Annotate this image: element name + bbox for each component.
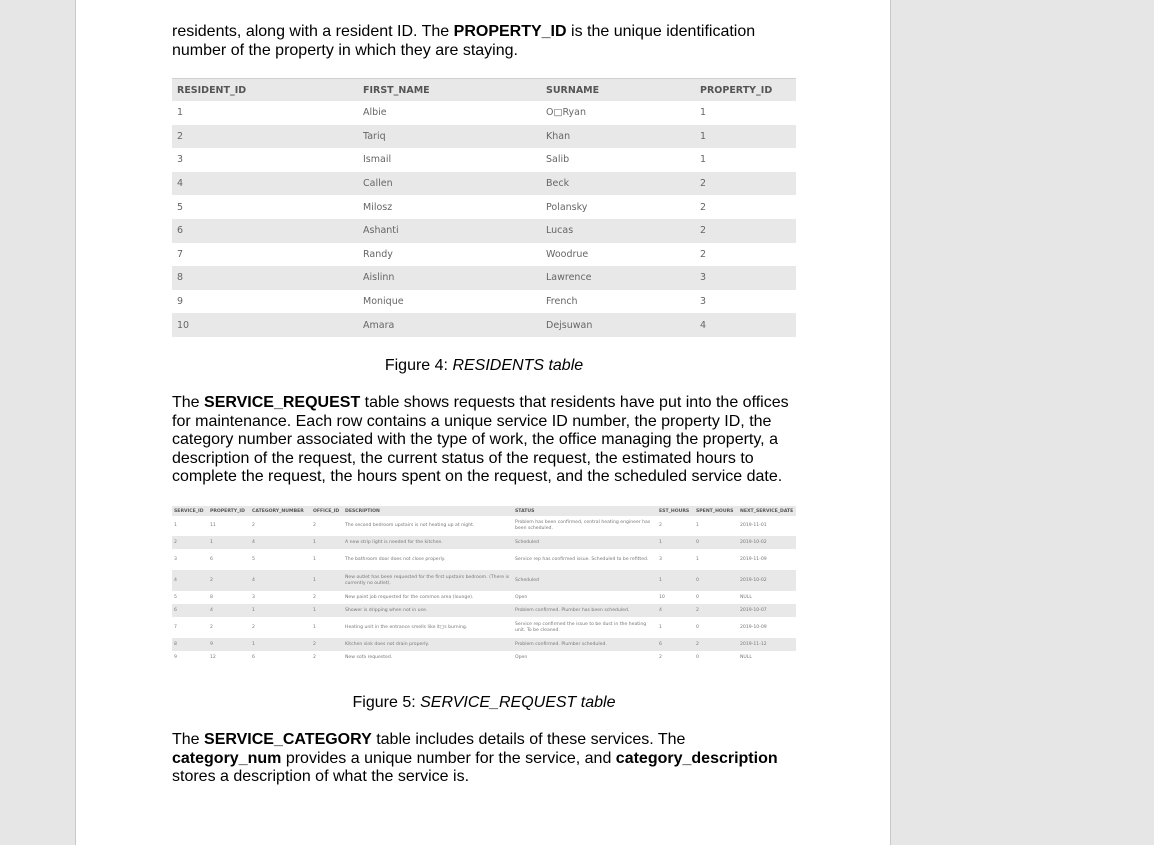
sr-table-header <box>172 506 796 516</box>
service-request-paragraph <box>172 394 796 487</box>
table-cell: 2 <box>695 219 796 243</box>
table-row <box>172 536 796 549</box>
sr-text-2: table shows requests that residents have put into the offices for maintenance. Each row contains a unique service ID number, the property ID, the category number associated with the type of work, the office managing the property, a description of the request, the current status of the request, the estimated hours to complete the request, the hours spent on the request, and the scheduled service date. <box>172 394 789 486</box>
table-cell: 2019-11-01 <box>740 523 767 528</box>
table-cell: 6 <box>252 654 255 660</box>
table-row <box>172 313 796 337</box>
table-cell: O□Ryan <box>546 107 586 119</box>
table-cell: Amara <box>358 313 541 337</box>
service-request-table <box>172 506 796 664</box>
table-cell: 4 <box>657 604 694 617</box>
table-row <box>172 651 796 664</box>
table-cell: Problem confirmed. Plumber scheduled. <box>513 638 657 651</box>
table-cell: Tariq <box>358 125 541 149</box>
table-cell: 12 <box>210 654 216 660</box>
figure-4-label: Figure 4: <box>384 357 453 374</box>
sc-text-3: provides a unique number for the service, and <box>281 749 616 767</box>
table-cell: Lucas <box>541 219 695 243</box>
table-cell: 8 <box>210 594 213 600</box>
table-cell: 3 <box>177 154 184 166</box>
table-cell: 1 <box>695 125 796 149</box>
sr-text-1: The <box>172 394 205 411</box>
table-cell: 1 <box>177 107 184 119</box>
intro-text-1: residents, along with a resident ID. The <box>172 23 454 40</box>
residents-table-header <box>172 79 796 102</box>
table-cell: New paint job requested for the common area (lounge). <box>345 594 474 600</box>
table-cell: 2 <box>694 604 738 617</box>
table-cell: 1 <box>696 523 699 528</box>
table-cell: Open <box>515 654 528 660</box>
table-cell: 6 <box>172 219 358 243</box>
table-cell: Monique <box>363 296 404 308</box>
table-cell: 1 <box>250 604 311 617</box>
table-row <box>172 516 796 536</box>
table-cell: Salib <box>546 154 570 166</box>
table-cell: 1 <box>657 570 694 591</box>
table-cell: 2019-10-07 <box>738 604 796 617</box>
sr-header-cell: NEXT_SERVICE_DATE <box>738 506 796 516</box>
table-cell: 2 <box>210 624 213 630</box>
table-cell: 9 <box>177 296 184 308</box>
table-cell: 5 <box>177 201 184 213</box>
table-cell: 1 <box>311 570 343 591</box>
table-cell: Albie <box>363 107 387 119</box>
table-cell: 1 <box>700 154 707 166</box>
table-row <box>172 604 796 617</box>
table-cell: Shower is dripping when not in use. <box>343 604 513 617</box>
table-cell: 2019-10-02 <box>738 536 796 549</box>
table-cell: 2 <box>252 523 255 528</box>
residents-header-cell: SURNAME <box>541 79 695 102</box>
table-row <box>172 570 796 591</box>
service-request-table-figure <box>172 506 796 664</box>
table-cell: 1 <box>174 523 177 528</box>
table-cell: 2019-10-09 <box>740 624 767 630</box>
table-cell: 2 <box>208 570 250 591</box>
table-cell: 11 <box>210 523 216 528</box>
table-cell: 7 <box>177 248 184 260</box>
table-cell: 4 <box>695 313 796 337</box>
table-row <box>172 638 796 651</box>
sr-header-cell: OFFICE_ID <box>311 506 343 516</box>
table-cell: Beck <box>541 172 695 196</box>
table-cell: Lawrence <box>541 266 695 290</box>
table-row <box>172 125 796 149</box>
sc-bold-category-description: category_description <box>615 749 778 767</box>
table-cell: 2019-10-02 <box>738 570 796 591</box>
table-cell: French <box>546 296 578 308</box>
table-row <box>172 549 796 570</box>
table-cell: 2 <box>172 536 208 549</box>
table-cell: 1 <box>659 624 662 630</box>
table-cell: Dejsuwan <box>541 313 695 337</box>
table-row <box>172 266 796 290</box>
sc-bold-category-num: category_num <box>172 749 282 767</box>
table-cell: 6 <box>210 556 213 562</box>
table-cell: 9 <box>174 654 177 660</box>
sr-header-cell: SPENT_HOURS <box>694 506 738 516</box>
table-cell: 10 <box>659 594 665 600</box>
table-cell: 5 <box>252 556 255 562</box>
table-cell: 2 <box>172 125 358 149</box>
table-cell: 3 <box>659 556 662 562</box>
service-category-paragraph <box>172 731 796 787</box>
table-cell: 4 <box>172 570 208 591</box>
table-cell: 2019-11-12 <box>738 638 796 651</box>
figure-5-caption <box>172 694 796 712</box>
table-cell: 1 <box>700 107 707 119</box>
table-cell: 0 <box>696 654 699 660</box>
document-page <box>75 0 891 845</box>
table-cell: 10 <box>172 313 358 337</box>
table-cell: 4 <box>250 570 311 591</box>
sr-header-cell: PROPERTY_ID <box>208 506 250 516</box>
table-cell: 1 <box>311 604 343 617</box>
table-cell: Problem confirmed. Plumber has been scheduled. <box>513 604 657 617</box>
table-cell: 3 <box>252 594 255 600</box>
intro-paragraph <box>172 23 796 60</box>
table-cell: The second bedroom upstairs is not heating up at night. <box>345 523 475 528</box>
table-cell: Service rep has confirmed issue. Scheduled to be refitted. <box>515 556 649 562</box>
figure-5-title: SERVICE_REQUEST table <box>420 694 616 711</box>
table-cell: Service rep confirmed the issue to be dust in the heating unit. To be cleaned. <box>515 621 647 633</box>
intro-bold-property-id: PROPERTY_ID <box>453 23 567 40</box>
table-cell: Ashanti <box>358 219 541 243</box>
figure-4-title: RESIDENTS table <box>452 357 584 374</box>
table-cell: 0 <box>694 536 738 549</box>
table-cell: Randy <box>363 248 393 260</box>
table-cell: 2 <box>700 201 707 213</box>
table-cell: Milosz <box>363 201 393 213</box>
table-cell: 4 <box>208 604 250 617</box>
table-cell: NULL <box>740 654 752 660</box>
table-row <box>172 101 796 125</box>
table-row <box>172 172 796 196</box>
table-cell: 8 <box>172 638 208 651</box>
table-cell: 0 <box>696 594 699 600</box>
table-cell: New sofa requested. <box>345 654 393 660</box>
sc-text-1: The <box>172 731 205 748</box>
table-cell: Problem has been confirmed, central heating engineer has been scheduled. <box>515 520 651 531</box>
table-row <box>172 290 796 314</box>
table-cell: 4 <box>172 172 358 196</box>
table-cell: 1 <box>313 624 316 630</box>
table-row <box>172 617 796 638</box>
table-cell: 2 <box>695 172 796 196</box>
table-cell: 3 <box>174 556 177 562</box>
table-cell: Kitchen sink does not drain properly. <box>343 638 513 651</box>
table-cell: Scheduled <box>513 570 657 591</box>
table-cell: The bathroom door does not close properly. <box>345 556 446 562</box>
table-cell: 2 <box>694 638 738 651</box>
table-cell: 1 <box>311 536 343 549</box>
table-cell: A new strip light is needed for the kitchen. <box>343 536 513 549</box>
table-cell: 4 <box>250 536 311 549</box>
table-cell: 1 <box>208 536 250 549</box>
table-cell: Callen <box>358 172 541 196</box>
figure-5-label: Figure 5: <box>352 694 421 711</box>
table-cell: 3 <box>695 266 796 290</box>
table-cell: 8 <box>172 266 358 290</box>
table-cell: Heating unit in the entrance smells like it□s burning. <box>345 624 468 630</box>
table-cell: 6 <box>172 604 208 617</box>
table-cell: 2019-11-09 <box>740 556 767 562</box>
table-cell: 1 <box>696 556 699 562</box>
table-cell: 3 <box>700 296 707 308</box>
figure-4-caption <box>172 357 796 375</box>
table-cell: 2 <box>659 523 662 528</box>
table-cell: 1 <box>313 556 316 562</box>
table-cell: 2 <box>311 638 343 651</box>
table-cell: 0 <box>696 624 699 630</box>
table-cell: 1 <box>657 536 694 549</box>
residents-table <box>172 78 796 337</box>
sc-text-2: table includes details of these services. The <box>371 731 686 748</box>
table-cell: NULL <box>740 594 752 600</box>
table-cell: 6 <box>657 638 694 651</box>
table-cell: Polansky <box>546 201 588 213</box>
table-cell: 2 <box>313 523 316 528</box>
table-cell: 1 <box>250 638 311 651</box>
table-cell: 2 <box>313 594 316 600</box>
sr-header-cell: SERVICE_ID <box>172 506 208 516</box>
table-row <box>172 219 796 243</box>
table-cell: 2 <box>252 624 255 630</box>
residents-header-cell: RESIDENT_ID <box>172 79 358 102</box>
sr-header-cell: CATEGORY_NUMBER <box>250 506 311 516</box>
table-cell: Aislinn <box>358 266 541 290</box>
table-cell: Woodrue <box>546 248 589 260</box>
residents-header-cell: PROPERTY_ID <box>695 79 796 102</box>
table-cell: Open <box>515 594 528 600</box>
table-row <box>172 148 796 172</box>
table-cell: 5 <box>174 594 177 600</box>
sr-header-cell: EST_HOURS <box>657 506 694 516</box>
table-cell: 7 <box>174 624 177 630</box>
sc-bold-name: SERVICE_CATEGORY <box>204 731 372 748</box>
residents-table-figure <box>172 78 796 337</box>
table-row <box>172 195 796 219</box>
table-cell: Khan <box>541 125 695 149</box>
sr-header-cell: DESCRIPTION <box>343 506 513 516</box>
table-cell: 0 <box>694 570 738 591</box>
intro-text-2: is the unique identification number of the property in which they are staying. <box>172 23 756 59</box>
table-cell: Scheduled <box>513 536 657 549</box>
table-row <box>172 591 796 604</box>
sr-header-cell: STATUS <box>513 506 657 516</box>
table-cell: 2 <box>313 654 316 660</box>
table-cell: 9 <box>208 638 250 651</box>
sr-bold-name: SERVICE_REQUEST <box>204 394 361 411</box>
table-cell: 2 <box>659 654 662 660</box>
table-cell: 2 <box>700 248 707 260</box>
table-cell: New outlet has been requested for the first upstairs bedroom. (There is currently no outlet). <box>343 570 513 591</box>
sc-text-4: stores a description of what the service is. <box>172 768 470 786</box>
table-row <box>172 243 796 267</box>
table-cell: Ismail <box>363 154 392 166</box>
residents-header-cell: FIRST_NAME <box>358 79 541 102</box>
